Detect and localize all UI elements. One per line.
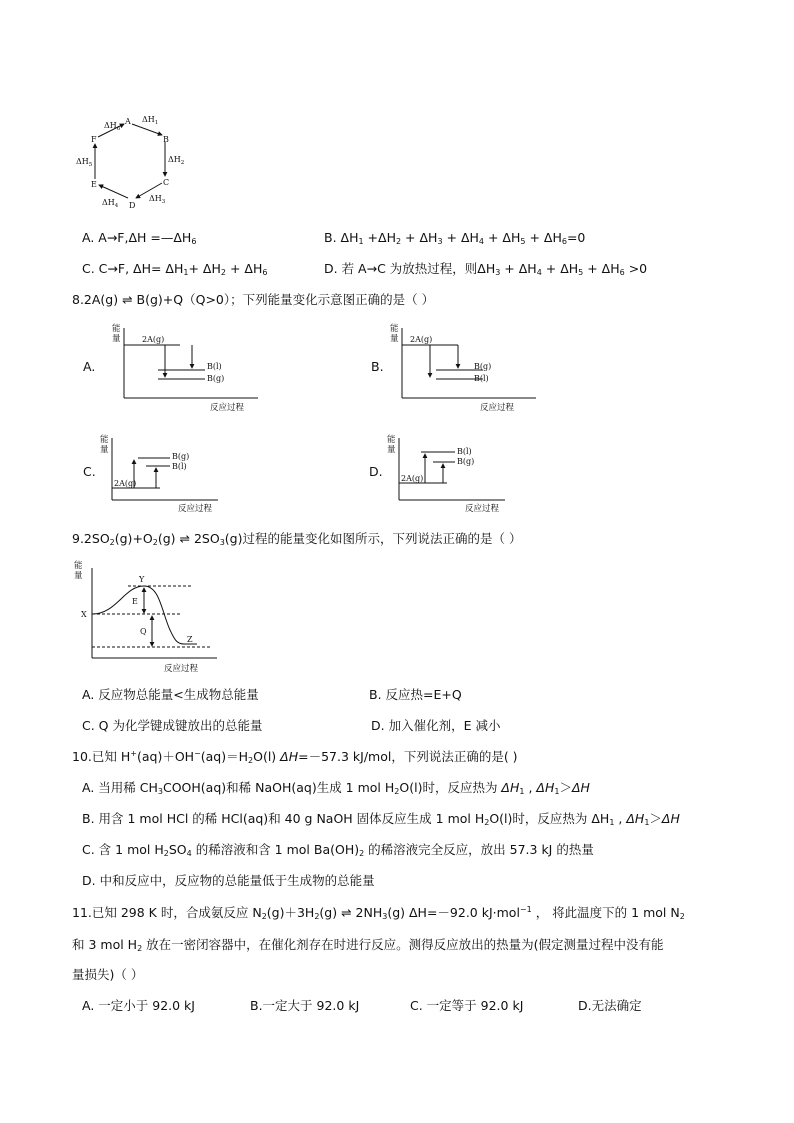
sub: 2	[314, 912, 320, 921]
q8-diagram-d[interactable]	[385, 430, 510, 515]
q7-option-d-text: D. 若 A→C 为放热过程，则ΔH	[324, 261, 496, 276]
q11-option-a[interactable]: A. 一定小于 92.0 kJ	[82, 998, 195, 1013]
text-part: 的稀溶液完全反应，放出 57.3 kJ 的热量	[364, 842, 594, 857]
text-part: A. 当用稀 CH	[82, 780, 158, 795]
sub: 6	[619, 268, 625, 277]
q9-option-b[interactable]: B. 反应热=E+Q	[369, 687, 462, 702]
y-axis-label-1: 能	[390, 324, 399, 334]
y-axis-label-2: 量	[74, 571, 83, 581]
text-part: + ΔH	[541, 261, 579, 276]
y-axis-label-1: 能	[387, 435, 396, 445]
q7-option-d[interactable]	[324, 262, 647, 276]
text-part: ,	[524, 780, 537, 795]
text-part: 9.2SO	[72, 531, 110, 546]
sub: 2	[395, 237, 402, 246]
sub: 2	[484, 818, 490, 827]
text-part: ΔH	[501, 780, 520, 795]
text-part: + ΔH	[583, 261, 620, 276]
sub: 2	[220, 268, 226, 277]
text-part: ΔH	[661, 811, 680, 826]
sub: 1	[554, 787, 560, 796]
q7-option-a-text: A. A→F,ΔH =—ΔH	[82, 230, 192, 245]
q11-option-b[interactable]: B.一定大于 92.0 kJ	[250, 998, 360, 1013]
q11-option-c[interactable]: C. 一定等于 92.0 kJ	[410, 998, 524, 1013]
q8-option-d-letter[interactable]: D.	[369, 464, 383, 479]
text-part: ＞	[649, 811, 662, 826]
vertex-e: E	[91, 180, 97, 189]
text-part: + ΔH	[484, 230, 521, 245]
label-dh3: $\Delta H_3$	[149, 194, 166, 205]
level-top: 2A(g)	[410, 335, 433, 344]
label-dh6: $\Delta H_6$	[104, 121, 121, 132]
text-part: + ΔH	[225, 261, 263, 276]
y-axis-label-1: 能	[112, 324, 121, 334]
sup: +	[130, 749, 137, 758]
q10-option-a[interactable]	[82, 781, 590, 795]
x-axis-label: 反应过程	[480, 403, 515, 413]
text-part: O(l)时，反应热为 ΔH	[489, 811, 610, 826]
sub: 6	[561, 237, 567, 246]
q10-option-c[interactable]	[82, 843, 594, 857]
text-part: 11.已知 298 K 时，合成氨反应 N	[72, 905, 262, 920]
text-part: + ΔH	[188, 261, 221, 276]
level-lower: B(g)	[207, 374, 225, 383]
q11-option-d[interactable]: D.无法确定	[578, 998, 642, 1013]
point-x: X	[81, 610, 87, 619]
text-part: 放在一密闭容器中，在催化剂存在时进行反应。测得反应放出的热量为(假定测量过程中没有能	[142, 937, 664, 952]
vertex-d: D	[129, 201, 136, 210]
level-lower: B(l)	[474, 374, 489, 383]
text-part: ΔH	[626, 811, 645, 826]
text-part: ΔH	[536, 780, 555, 795]
text-part: ， 将此温度下的 1 mol N	[531, 905, 680, 920]
y-axis-label-2: 量	[387, 445, 396, 455]
text-part: 的稀溶液和含 1 mol Ba(OH)	[191, 842, 360, 857]
text-part: O(l)时，反应热为	[399, 780, 502, 795]
q10-stem	[72, 750, 518, 764]
q11-stem-line-2	[72, 938, 664, 952]
vertex-b: B	[163, 135, 169, 144]
label-dh2: $\Delta H_2$	[168, 155, 185, 166]
x-axis-label: 反应过程	[178, 504, 213, 514]
text-part: =－57.3 kJ/mol，下列说法正确的是( )	[298, 749, 518, 764]
text-part: (g)过程的能量变化如图所示，下列说法正确的是（ ）	[224, 531, 522, 546]
sub: 6	[191, 237, 197, 246]
q8-diagram-c[interactable]	[98, 430, 223, 515]
text-part: (aq)＋OH	[136, 749, 195, 764]
arrow-e: E	[132, 597, 138, 606]
level-upper: B(g)	[474, 362, 492, 371]
text-part: (g)＋3H	[266, 905, 315, 920]
text-part: >0	[624, 261, 648, 276]
text-part: (g) ⇌ 2SO	[157, 531, 220, 546]
q8-stem: 8.2A(g) ⇌ B(g)+Q（Q>0）；下列能量变化示意图正确的是（ ）	[72, 292, 435, 307]
y-axis-label-1: 能	[74, 561, 83, 571]
text-part: 和 3 mol H	[72, 937, 138, 952]
hess-hexagon-diagram	[70, 108, 200, 213]
arrow-q: Q	[140, 627, 147, 636]
sub: 2	[248, 756, 254, 765]
text-part: + ΔH	[442, 230, 479, 245]
text-part: (aq)＝H	[200, 749, 249, 764]
sub: 5	[578, 268, 584, 277]
vertex-c: C	[163, 178, 170, 187]
text-part: B. 用含 1 mol HCl 的稀 HCl(aq)和 40 g NaOH 固体反应生成 1 mol H	[82, 811, 485, 826]
x-axis-label: 反应过程	[465, 504, 500, 514]
level-upper: B(g)	[172, 452, 190, 461]
text-part: ΔH	[571, 780, 590, 795]
sub: 2	[152, 538, 158, 547]
q8-option-c-letter[interactable]: C.	[83, 464, 96, 479]
q9-energy-diagram	[72, 558, 222, 676]
text-part: C. 含 1 mol H	[82, 842, 164, 857]
sub: 5	[520, 237, 526, 246]
sup: −1	[519, 905, 532, 914]
point-y: Y	[139, 575, 145, 584]
x-axis-label: 反应过程	[164, 664, 199, 674]
level-lower: B(g)	[457, 457, 475, 466]
q7-option-c-text: C. C→F, ΔH= ΔH	[82, 261, 184, 276]
text-part: ＞	[559, 780, 572, 795]
text-part: (g) ⇌ 2NH	[319, 905, 383, 920]
q10-option-d[interactable]: D. 中和反应中，反应物的总能量低于生成物的总能量	[82, 873, 375, 888]
label-dh4: $\Delta H_4$	[102, 198, 119, 209]
text-part: ΔH	[280, 749, 299, 764]
q9-option-d[interactable]: D. 加入催化剂，E 减小	[371, 718, 501, 733]
q9-option-a[interactable]: A. 反应物总能量<生成物总能量	[82, 687, 259, 702]
sub: 2	[137, 944, 143, 953]
label-dh1: $\Delta H_1$	[142, 115, 159, 126]
q7-option-a[interactable]	[82, 231, 196, 245]
text-part: + ΔH	[500, 261, 537, 276]
x-axis-label: 反应过程	[210, 403, 245, 413]
q8-diagram-b[interactable]	[388, 320, 543, 415]
sub: 3	[495, 268, 501, 277]
sub: 2	[359, 849, 365, 858]
point-z: Z	[187, 635, 193, 644]
q11-stem-line-1	[72, 906, 685, 920]
sub: 4	[186, 849, 192, 858]
sub: 1	[519, 787, 525, 796]
sub: 2	[163, 849, 169, 858]
level-bottom: 2A(g)	[401, 474, 424, 483]
sub: 2	[109, 538, 115, 547]
text-part: + ΔH	[401, 230, 438, 245]
sub: 3	[382, 912, 388, 921]
sub: 1	[609, 818, 615, 827]
y-axis-label-2: 量	[390, 334, 399, 344]
text-part: + ΔH	[525, 230, 562, 245]
q9-option-c[interactable]: C. Q 为化学键成键放出的总能量	[82, 718, 263, 733]
text-part: (g)+O	[114, 531, 153, 546]
text-part: ,	[614, 811, 627, 826]
y-axis-label-2: 量	[112, 334, 121, 344]
text-part: SO	[168, 842, 187, 857]
text-part: +ΔH	[363, 230, 396, 245]
q7-option-b[interactable]	[324, 231, 585, 245]
level-top: 2A(g)	[142, 335, 165, 344]
vertex-a: A	[125, 117, 131, 126]
q8-option-b-letter[interactable]: B.	[371, 359, 384, 374]
sub: 1	[358, 237, 364, 246]
sub: 1	[183, 268, 189, 277]
level-lower: B(l)	[172, 462, 187, 471]
vertex-f: F	[91, 135, 97, 144]
sup: −	[194, 749, 201, 758]
y-axis-label-2: 量	[100, 445, 109, 455]
text-part: COOH(aq)和稀 NaOH(aq)生成 1 mol H	[162, 780, 395, 795]
sub: 4	[536, 268, 542, 277]
sub: 2	[261, 912, 267, 921]
q7-option-b-text: B. ΔH	[324, 230, 359, 245]
sub: 3	[437, 237, 443, 246]
level-upper: B(l)	[207, 362, 222, 371]
q7-option-c[interactable]	[82, 262, 267, 276]
text-part: (g) ΔH=－92.0 kJ·mol	[387, 905, 520, 920]
edge-d-e	[99, 185, 128, 198]
q8-diagram-a[interactable]	[110, 320, 265, 415]
sub: 3	[157, 787, 163, 796]
sub: 3	[219, 538, 225, 547]
level-upper: B(l)	[457, 447, 472, 456]
text-part: O(l)	[253, 749, 281, 764]
sub: 1	[644, 818, 650, 827]
text-part: 10.已知 H	[72, 749, 131, 764]
q11-stem-line-3: 量损失)（ ）	[72, 967, 144, 982]
q9-stem	[72, 532, 521, 546]
q10-option-b[interactable]	[82, 812, 680, 826]
label-dh5: $\Delta H_5$	[76, 157, 93, 168]
level-bottom: 2A(g)	[114, 479, 137, 488]
sub: 2	[394, 787, 400, 796]
text-part: =0	[566, 230, 586, 245]
q8-option-a-letter[interactable]: A.	[83, 359, 96, 374]
y-axis-label-1: 能	[100, 435, 109, 445]
sub: 2	[679, 912, 685, 921]
sub: 4	[478, 237, 485, 246]
sub: 6	[262, 268, 268, 277]
